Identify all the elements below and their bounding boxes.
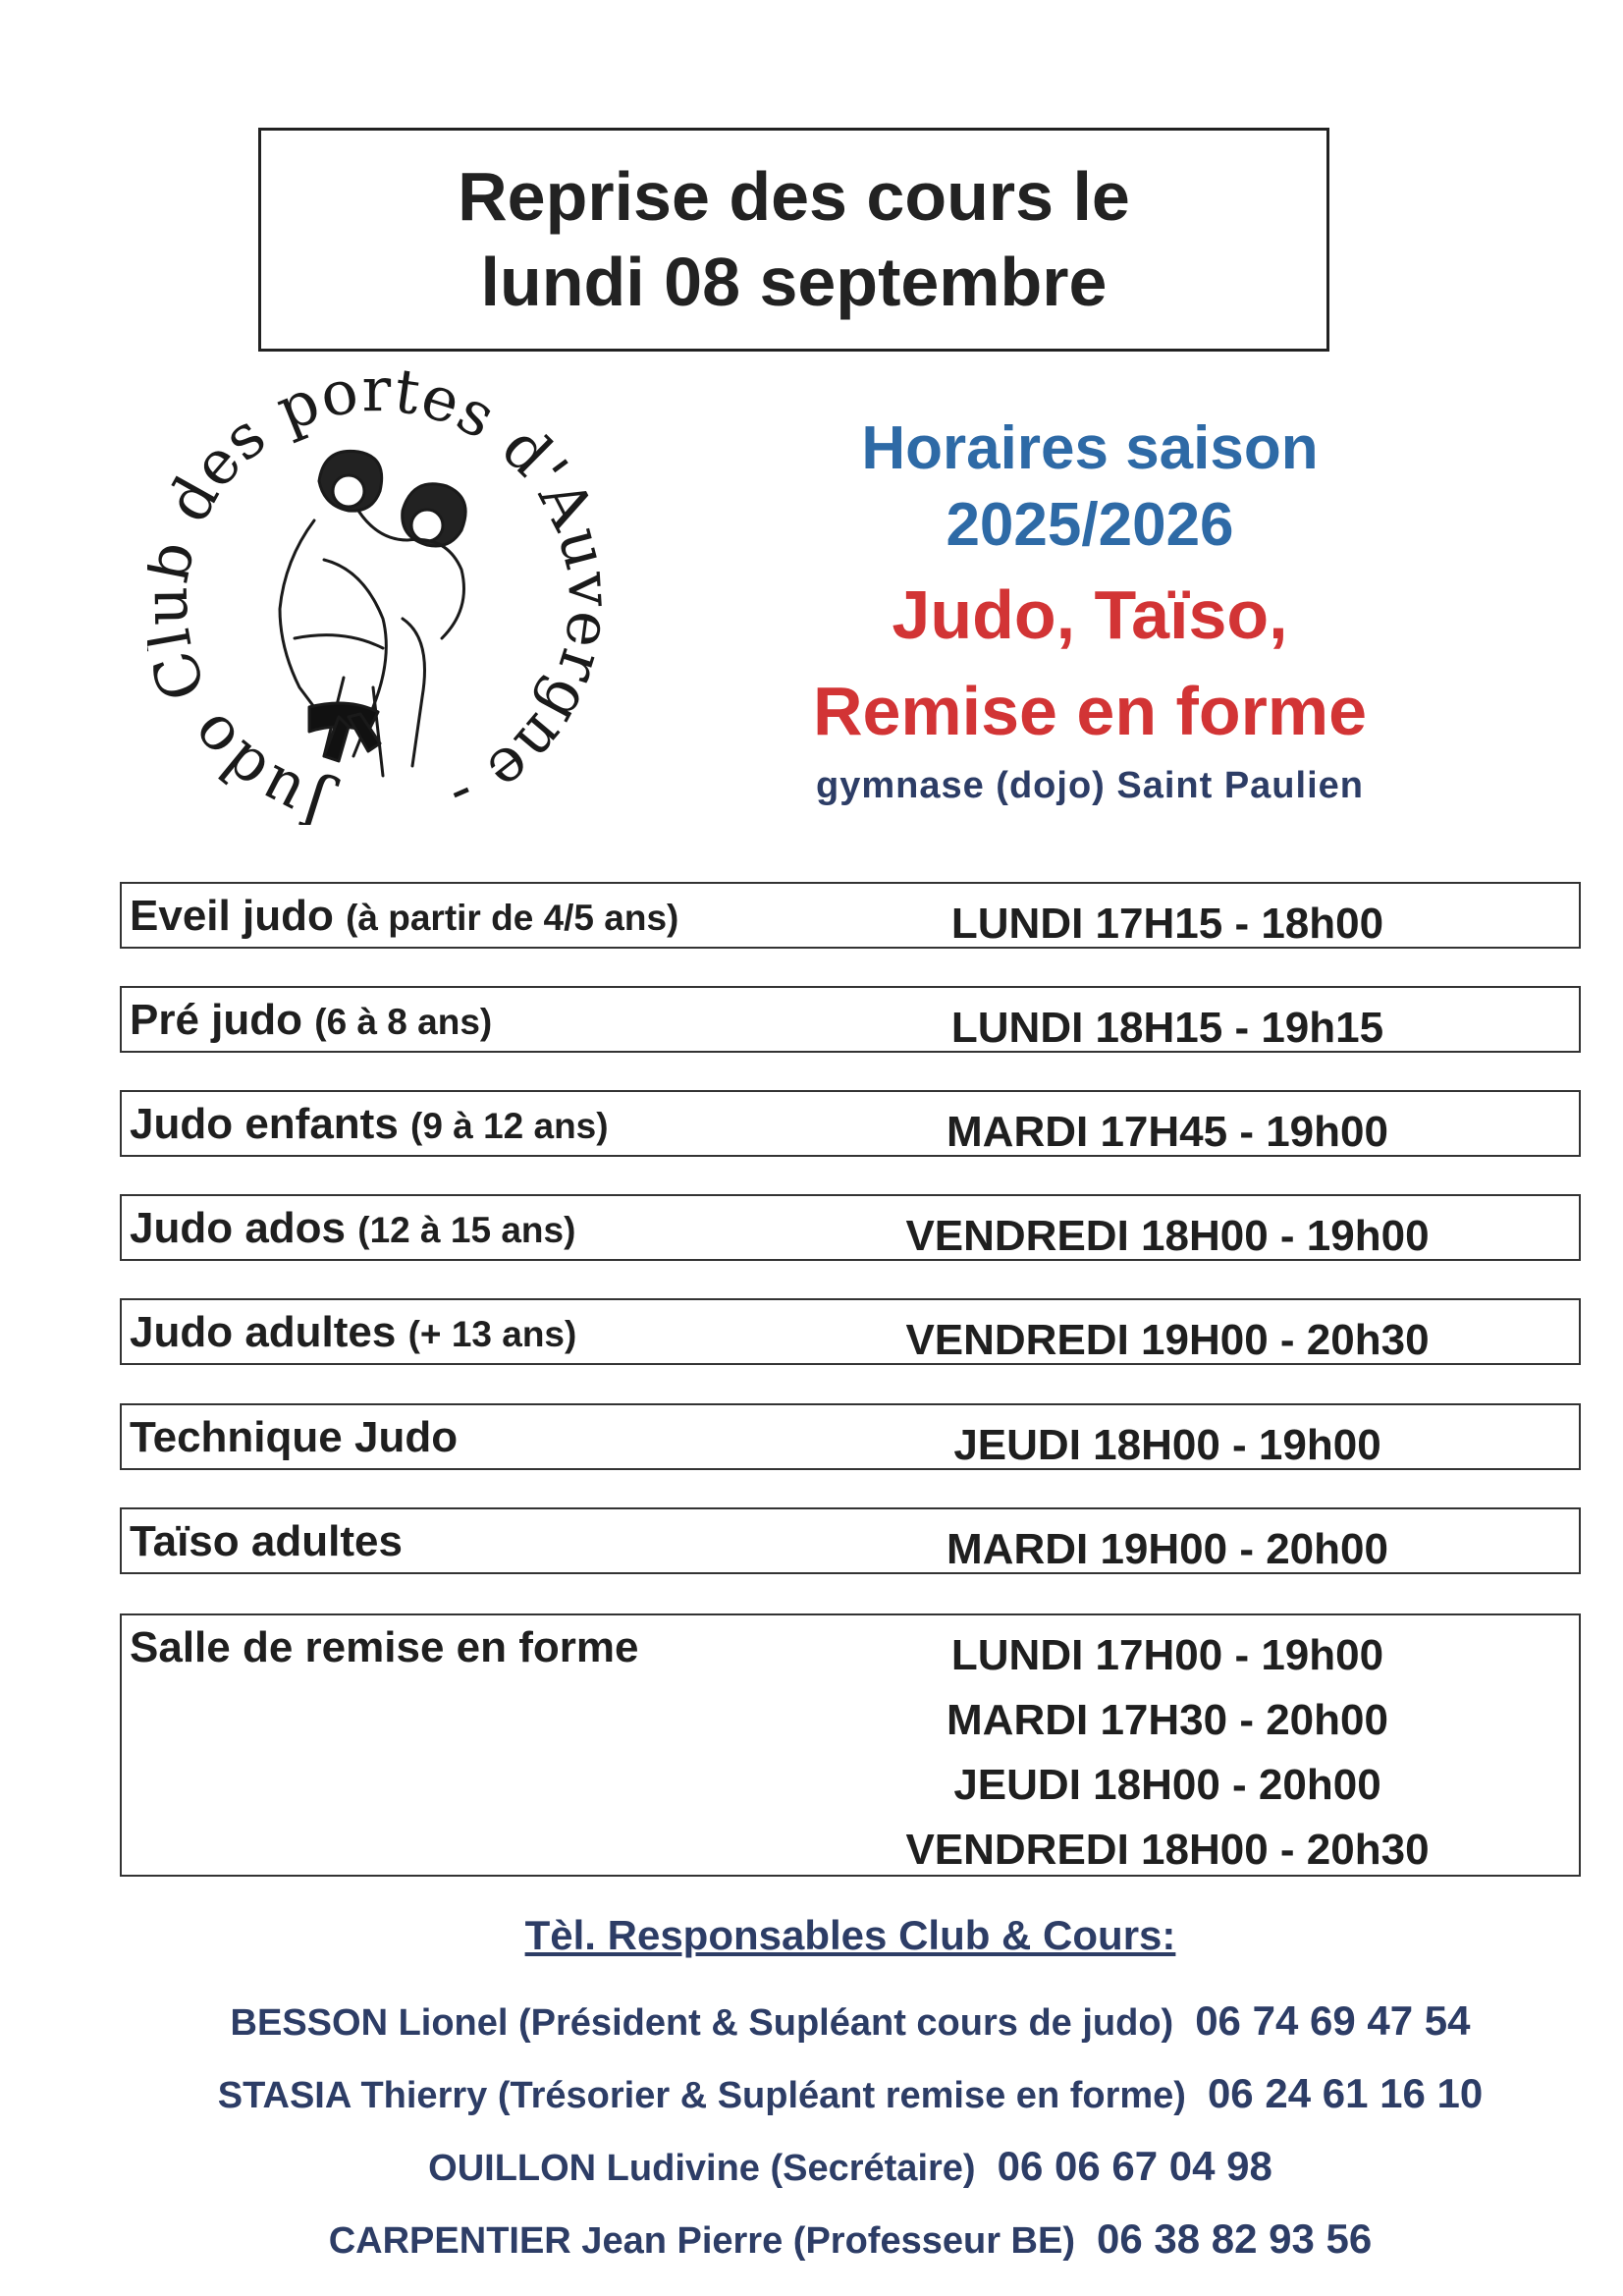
course-time: JEUDI 18H00 - 20h00 [953, 1761, 1381, 1809]
course-time: MARDI 17H45 - 19h00 [947, 1108, 1388, 1156]
course-label: Pré judo (6 à 8 ans) [130, 996, 493, 1044]
course-time: MARDI 17H30 - 20h00 [947, 1696, 1388, 1744]
contact-phone: 06 38 82 93 56 [1096, 2215, 1373, 2262]
contact-name: STASIA Thierry (Trésorier & Supléant remise en forme) [217, 2075, 1186, 2116]
schedule-row-judo-enfants [120, 1090, 1581, 1157]
season-venue: gymnase (dojo) Saint Paulien [816, 765, 1364, 806]
schedule-row-taiso-adultes [120, 1507, 1581, 1574]
course-time: VENDREDI 19H00 - 20h30 [905, 1316, 1430, 1364]
judo-fighters-icon [280, 451, 465, 776]
headline-line-1: Reprise des cours le [458, 157, 1130, 235]
schedule-row-eveil-judo [120, 882, 1581, 949]
svg-text:Judo Club des portes d'Auvergn [147, 363, 609, 825]
logo-arc-text: Judo des portes d'A gne - [151, 363, 609, 825]
course-time: VENDREDI 18H00 - 19h00 [905, 1212, 1430, 1260]
contact-person [120, 2131, 1581, 2204]
schedule-row-remise-en-forme [120, 1613, 1581, 1877]
course-time: LUNDI 17H00 - 19h00 [950, 1631, 1384, 1679]
course-label: Technique Judo [130, 1413, 459, 1461]
season-title: Horaires saison [861, 414, 1319, 482]
season-year: 2025/2026 [946, 490, 1234, 559]
contacts-heading: Tèl. Responsables Club & Cours: [524, 1912, 1176, 1958]
contact-phone: 06 24 61 16 10 [1207, 2070, 1484, 2116]
schedule-row-technique-judo [120, 1403, 1581, 1470]
contact-phone: 06 06 67 04 98 [997, 2143, 1272, 2189]
contact-person [120, 2058, 1581, 2131]
contact-person [120, 2204, 1581, 2276]
course-time: LUNDI 17H15 - 18h00 [950, 900, 1384, 948]
contact-name: CARPENTIER Jean Pierre (Professeur BE) [328, 2220, 1075, 2262]
schedule-row-pre-judo [120, 986, 1581, 1053]
course-label: Judo ados (12 à 15 ans) [130, 1204, 576, 1252]
course-label: Eveil judo (à partir de 4/5 ans) [130, 892, 679, 940]
course-time: JEUDI 18H00 - 19h00 [953, 1421, 1381, 1469]
schedule-row-judo-ados [120, 1194, 1581, 1261]
contact-person [120, 1986, 1581, 2058]
course-label: Salle de remise en forme [130, 1623, 639, 1671]
season-activities-2: Remise en forme [812, 673, 1368, 749]
course-label: Judo enfants (9 à 12 ans) [130, 1100, 609, 1148]
contact-phone: 06 74 69 47 54 [1195, 1997, 1471, 2044]
season-activities-1: Judo, Taïso, [892, 576, 1288, 653]
course-time: VENDREDI 18H00 - 20h30 [905, 1826, 1430, 1874]
headline-line-2: lundi 08 septembre [480, 244, 1108, 320]
course-label: Judo adultes (+ 13 ans) [130, 1308, 577, 1356]
course-time: MARDI 19H00 - 20h00 [947, 1525, 1388, 1573]
season-block [746, 410, 1434, 807]
headline-box [258, 128, 1329, 352]
contact-name: OUILLON Ludivine (Secrétaire) [428, 2148, 976, 2189]
course-time: LUNDI 18H15 - 19h15 [950, 1004, 1384, 1052]
course-label: Taïso adultes [130, 1517, 403, 1565]
schedule-row-judo-adultes [120, 1298, 1581, 1365]
contact-name: BESSON Lionel (Président & Supléant cours de judo) [230, 2002, 1174, 2044]
club-logo [147, 363, 609, 825]
contacts-block [120, 1912, 1581, 2276]
